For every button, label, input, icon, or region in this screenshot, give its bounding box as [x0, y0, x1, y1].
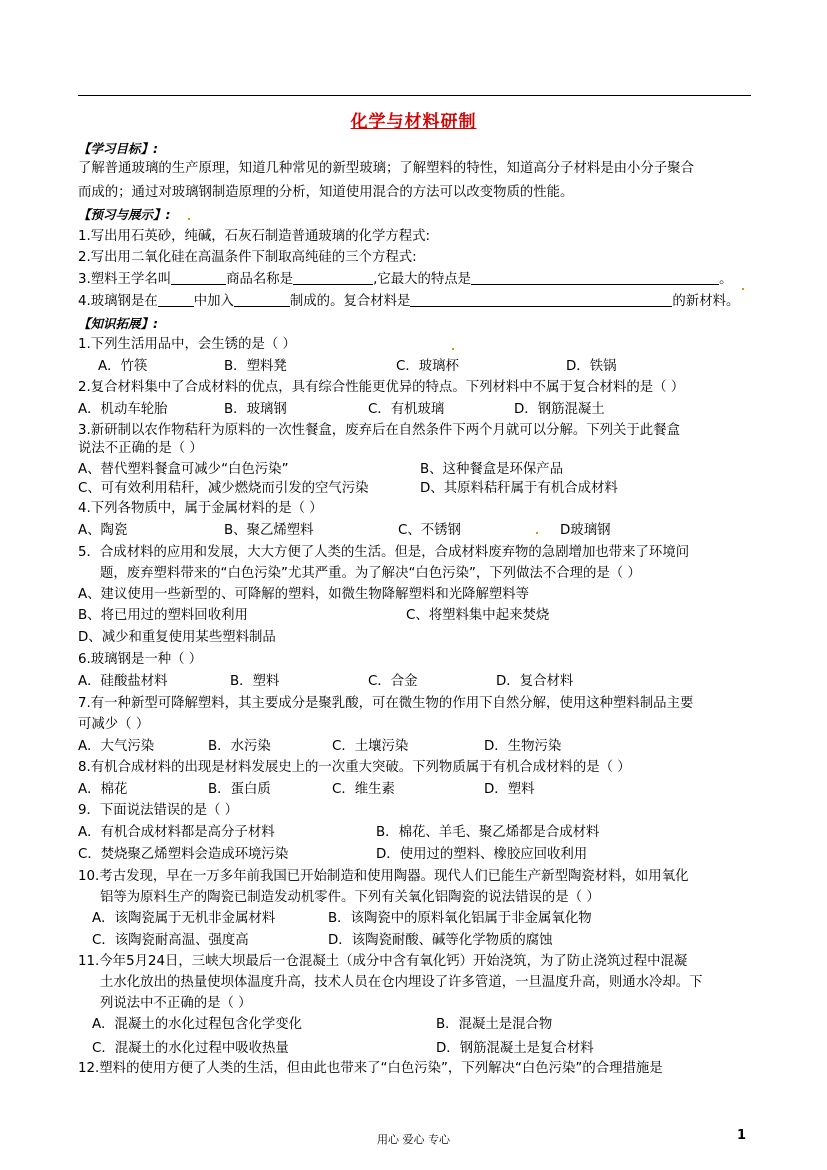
option-d: D．生物污染 — [484, 739, 562, 754]
goal-line-1: 了解普通玻璃的生产原理，知道几种常见的新型玻璃；了解塑料的特性，知道高分子材料是由小分子聚合 — [78, 161, 694, 176]
question-12: 12.塑料的使用方便了人类的生活，但由此也带来了“白色污染”，下列解决“白色污染”的合理措施是 — [78, 1061, 663, 1076]
question-5-line-1: 5．合成材料的应用和发展，大大方便了人类的生活。但是，合成材料废弃物的急剧增加也带来了环境问 — [78, 545, 690, 560]
scan-speck — [188, 218, 190, 220]
question-2: 2.复合材料集中了合成材料的优点，具有综合性能更优异的特点。下列材料中不属于复合材料的是（ ） — [78, 380, 685, 395]
question-6: 6.玻璃钢是一种（ ） — [78, 652, 203, 667]
option-a: A．机动车轮胎 — [78, 402, 168, 417]
option-c: C、不锈钢 — [398, 523, 461, 538]
scan-speck — [536, 532, 538, 534]
preview-q3-text-c: ,它最大的特点是 — [373, 272, 472, 287]
blank[interactable] — [234, 293, 290, 307]
preview-q4-text-c: 制成的。复合材料是 — [289, 294, 411, 309]
page-number: 1 — [737, 1128, 747, 1143]
question-5-option-c: C、将塑料集中起来焚烧 — [406, 608, 550, 623]
question-5-option-b: B、将已用过的塑料回收利用 — [78, 608, 248, 623]
preview-q2: 2.写出用二氧化硅在高温条件下制取高纯硅的三个方程式: — [78, 250, 417, 265]
question-9-option-a: A．有机合成材料都是高分子材料 — [78, 825, 275, 840]
preview-q3-text-a: 3.塑料王学名叫 — [78, 272, 172, 287]
option-c: C．有机玻璃 — [368, 402, 445, 417]
question-3-line-2: 说法不正确的是（ ） — [78, 441, 203, 456]
question-9-option-c: C．焚烧聚乙烯塑料会造成环境污染 — [78, 847, 289, 862]
option-c: C．土壤污染 — [332, 739, 409, 754]
question-10-line-2: 铝等为原料生产的陶瓷已制造发动机零件。下列有关氧化铝陶瓷的说法错误的是（ ） — [100, 890, 600, 905]
question-11-option-a: A．混凝土的水化过程包含化学变化 — [92, 1017, 303, 1032]
question-1: 1.下列生活用品中，会生锈的是（ ） — [78, 337, 296, 352]
section-extension: 【知识拓展】: — [78, 316, 158, 331]
question-3-option-d: D、其原料秸秆属于有机合成材料 — [420, 481, 618, 496]
header-rule — [78, 95, 751, 96]
option-d: D．复合材料 — [496, 674, 574, 689]
blank[interactable] — [158, 293, 194, 307]
preview-q3-text-d: 。 — [719, 272, 733, 287]
blank[interactable] — [293, 271, 373, 285]
question-11-option-b: B．混凝土是混合物 — [436, 1017, 553, 1032]
option-b: B．玻璃钢 — [224, 402, 287, 417]
option-a: A．竹筷 — [98, 359, 148, 374]
question-7-line-2: 可减少（ ） — [78, 717, 150, 732]
question-3-option-c: C、可有效利用秸秆，减少燃烧而引发的空气污染 — [78, 481, 369, 496]
section-preview: 【预习与展示】: — [78, 207, 171, 222]
preview-q1: 1.写出用石英砂，纯碱，石灰石制造普通玻璃的化学方程式: — [78, 229, 431, 244]
question-8: 8.有机合成材料的出现是材料发展史上的一次重大突破。下列物质属于有机合成材料的是（ ） — [78, 760, 631, 775]
option-a: A．棉花 — [78, 782, 128, 797]
question-11-line-1: 11.今年5月24日，三峡大坝最后一仓混凝土（成分中含有氧化钙）开始浇筑，为了防止浇筑过程中混凝 — [78, 954, 688, 969]
question-4: 4.下列各物质中，属于金属材料的是（ ） — [78, 501, 323, 516]
question-5-option-a: A、建议使用一些新型的、可降解的塑料，如微生物降解塑料和光降解塑料等 — [78, 587, 530, 602]
page-footer: 用心 爱心 专心 — [377, 1133, 450, 1146]
goal-line-2: 而成的；通过对玻璃钢制造原理的分析，知道使用混合的方法可以改变物质的性能。 — [78, 185, 574, 200]
blank[interactable] — [471, 271, 719, 285]
question-11-line-2: 土水化放出的热量使坝体温度升高，技术人员在仓内埋设了许多管道，一旦温度升高，则通水冷却。下 — [100, 975, 703, 990]
option-c: C．合金 — [368, 674, 418, 689]
question-9-option-b: B．棉花、羊毛、聚乙烯都是合成材料 — [376, 825, 600, 840]
blank[interactable] — [410, 293, 672, 307]
question-11-line-3: 列说法中不正确的是（ ） — [100, 996, 252, 1011]
question-11-option-d: D．钢筋混凝土是复合材料 — [436, 1041, 594, 1056]
preview-q3 — [78, 271, 732, 289]
question-3-option-b: B、这种餐盒是环保产品 — [420, 462, 564, 477]
preview-q4-text-b: 中加入 — [193, 294, 234, 309]
option-a: A．大气污染 — [78, 739, 155, 754]
question-9: 9．下面说法错误的是（ ） — [78, 803, 239, 818]
option-b: B．蛋白质 — [208, 782, 271, 797]
option-b: B．水污染 — [208, 739, 271, 754]
blank[interactable] — [171, 271, 226, 285]
section-learning-goal: 【学习目标】: — [78, 141, 158, 156]
question-10-option-b: B．该陶瓷中的原料氧化铝属于非金属氧化物 — [328, 911, 592, 926]
scan-speck — [452, 348, 454, 350]
preview-q4 — [78, 293, 739, 311]
question-7-line-1: 7.有一种新型可降解塑料，其主要成分是聚乳酸，可在微生物的作用下自然分解，使用这种塑料制品主要 — [78, 696, 694, 711]
preview-q4-text-a: 4.玻璃钢是在 — [78, 294, 158, 309]
option-b: B．塑料凳 — [224, 359, 287, 374]
question-5-option-d: D、减少和重复使用某些塑料制品 — [78, 630, 276, 645]
question-10-option-c: C．该陶瓷耐高温、强度高 — [92, 933, 249, 948]
option-d: D玻璃钢 — [560, 523, 611, 538]
question-11-option-c: C．混凝土的水化过程中吸收热量 — [92, 1041, 289, 1056]
option-d: D．铁锅 — [566, 359, 617, 374]
question-3-option-a: A、替代塑料餐盒可减少“白色污染” — [78, 462, 289, 477]
option-c: C．玻璃杯 — [396, 359, 459, 374]
page-title: 化学与材料研制 — [350, 112, 477, 132]
option-b: B、聚乙烯塑料 — [224, 523, 314, 538]
preview-q3-text-b: 商品名称是 — [226, 272, 294, 287]
question-10-option-d: D．该陶瓷耐酸、碱等化学物质的腐蚀 — [328, 933, 553, 948]
question-3-line-1: 3.新研制以农作物秸秆为原料的一次性餐盒，废弃后在自然条件下两个月就可以分解。下列关于此餐盒 — [78, 423, 680, 438]
option-a: A、陶瓷 — [78, 523, 128, 538]
option-b: B．塑料 — [230, 674, 280, 689]
question-9-option-d: D．使用过的塑料、橡胶应回收利用 — [376, 847, 588, 862]
option-d: D．塑料 — [484, 782, 535, 797]
question-5-line-2: 题，废弃塑料带来的“白色污染”尤其严重。为了解决“白色污染”，下列做法不合理的是（ ） — [100, 566, 641, 581]
scan-speck — [742, 288, 744, 290]
option-d: D．钢筋混凝土 — [514, 402, 605, 417]
option-c: C．维生素 — [332, 782, 395, 797]
preview-q4-text-d: 的新材料。 — [672, 294, 740, 309]
question-10-line-1: 10.考古发现，早在一万多年前我国已开始制造和使用陶器。现代人们已能生产新型陶瓷材料，如用氧化 — [78, 869, 689, 884]
question-10-option-a: A．该陶瓷属于无机非金属材料 — [92, 911, 276, 926]
option-a: A．硅酸盐材料 — [78, 674, 168, 689]
